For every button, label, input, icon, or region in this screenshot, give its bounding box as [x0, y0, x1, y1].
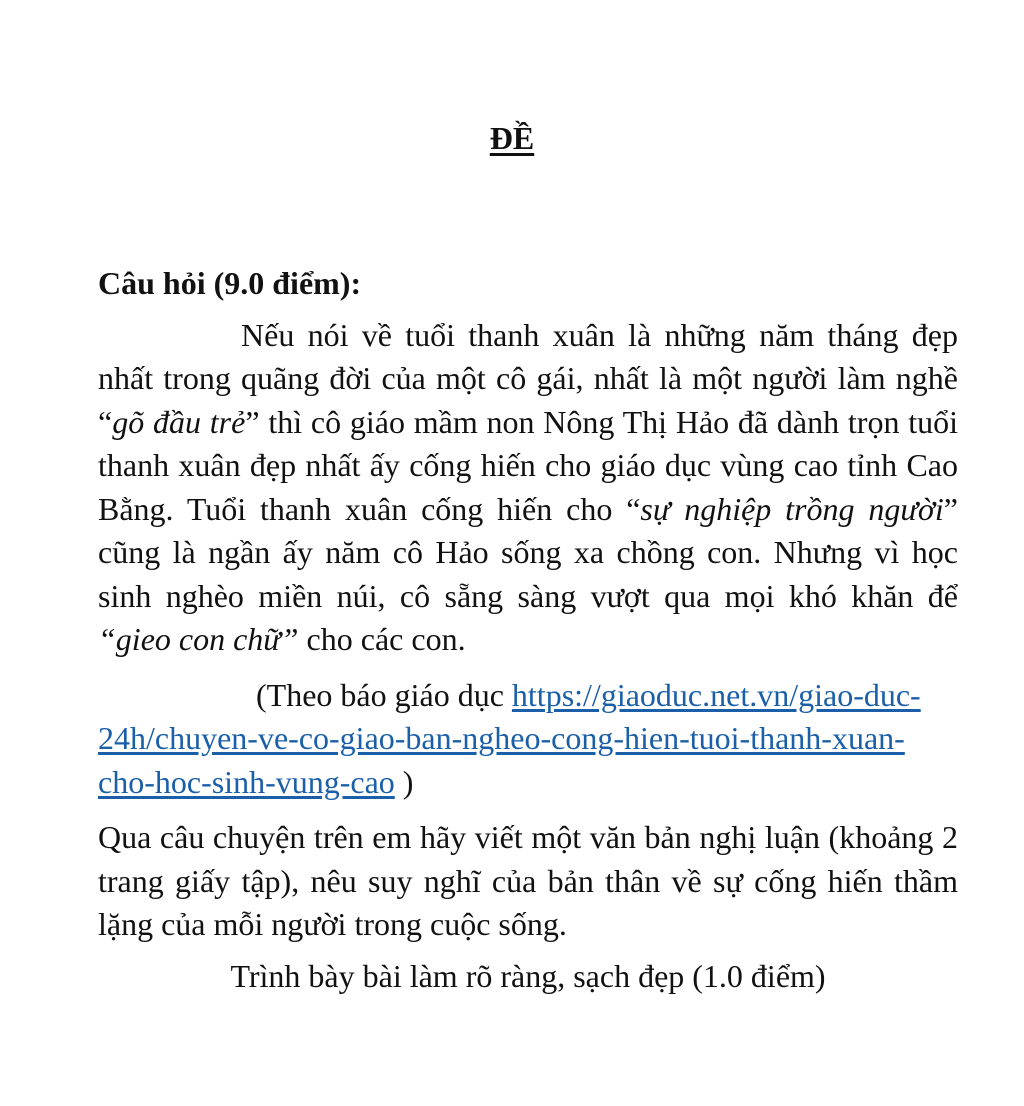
question-header: Câu hỏi (9.0 điểm):	[98, 265, 362, 301]
presentation-note: Trình bày bài làm rõ ràng, sạch đẹp (1.0 điểm)	[230, 957, 826, 994]
passage-italic-3: “gieo con chữ”	[98, 621, 299, 657]
passage-text-1: Nếu nói về tuổi thanh xuân là những năm tháng đẹp nhất trong quãng đời của một cô gái, nhất là một người làm nghề “	[98, 316, 958, 440]
source-prefix: (Theo báo giáo dục	[256, 676, 512, 713]
passage-text-2: ” thì cô giáo mầm non Nông Thị Hảo đã dành trọn tuổi thanh xuân đẹp nhất ấy cống hiến cho giáo dục vùng cao tỉnh Cao Bằng. Tuổi thanh xuân cống hiến cho “	[98, 403, 959, 527]
document-content	[98, 262, 958, 998]
source-suffix: )	[394, 763, 414, 800]
passage-text-4: cho các con.	[298, 621, 466, 657]
passage-paragraph	[98, 314, 958, 662]
source-link[interactable]: https://giaoduc.net.vn/giao-duc-24h/chuyen-ve-co-giao-ban-ngheo-cong-hien-tuoi-thanh-xuan-cho-hoc-sinh-vung-cao	[98, 676, 921, 800]
passage-italic-1: gõ đầu trẻ	[112, 403, 246, 440]
passage-text-3: ” cũng là ngần ấy năm cô Hảo sống xa chồng con. Nhưng vì học sinh nghèo miền núi, cô sẵng sàng vượt qua mọi khó khăn để	[98, 490, 958, 614]
passage-italic-2: sự nghiệp trồng người	[640, 490, 944, 527]
source-citation	[98, 674, 958, 805]
document-title	[0, 118, 1024, 158]
title-text: ĐỀ	[489, 120, 535, 156]
essay-prompt: Qua câu chuyện trên em hãy viết một văn bản nghị luận (khoảng 2 trang giấy tập), nêu suy nghĩ của bản thân về sự cống hiến thầm lặng của mỗi người trong cuộc sống.	[98, 819, 958, 942]
